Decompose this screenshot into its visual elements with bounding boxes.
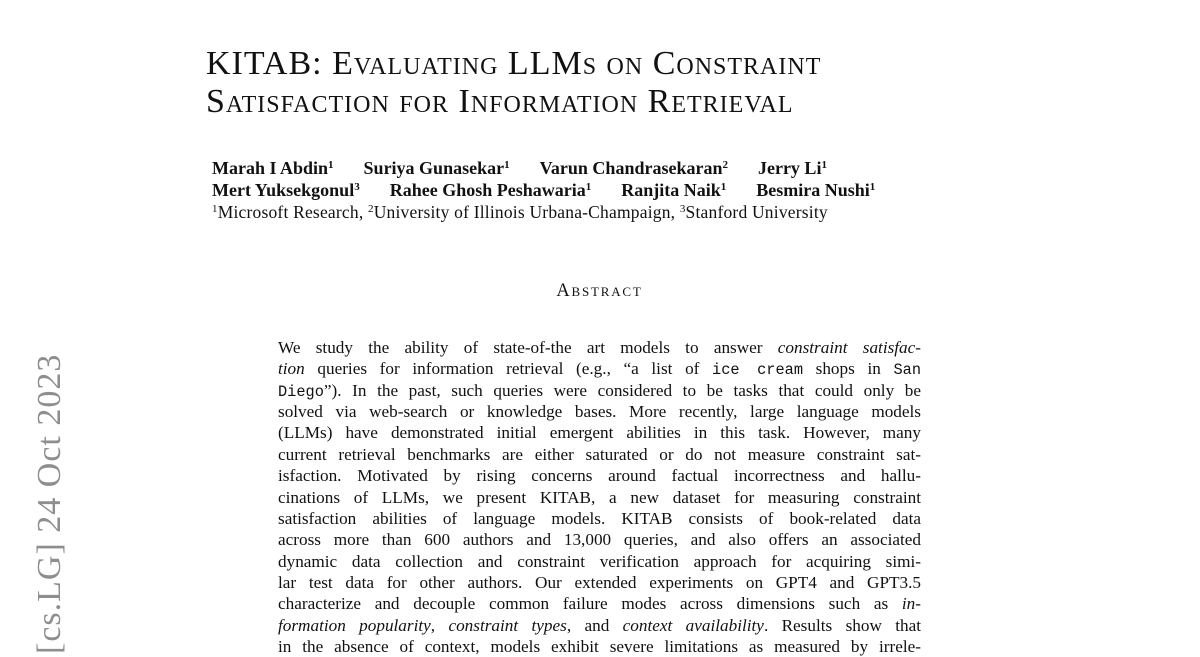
- author-name: Marah I Abdin$^1$: [212, 158, 334, 178]
- abstract-line: satisfaction abilities of language models. KITAB consists of book-related data: [278, 508, 921, 528]
- abstract-line: across more than 600 authors and 13,000 queries, and also offers an associated: [278, 530, 921, 550]
- author-name: Mert Yuksekgonul$^3$: [212, 180, 360, 200]
- author-affiliation-sup: 1: [585, 181, 592, 193]
- arxiv-stamp: [cs.LG] 24 Oct 2023: [31, 353, 68, 654]
- abstract-line: Diego”). In the past, such queries were considered to be tasks that could only be: [278, 380, 921, 401]
- author-affiliation-sup: 1: [720, 181, 727, 193]
- abstract-body: [278, 337, 921, 657]
- author-affiliation-sup: 1: [328, 159, 334, 171]
- affiliation-sup: 1: [212, 203, 218, 215]
- paper-title: [206, 45, 821, 121]
- author-name: Rahee Ghosh Peshawaria$^1$: [389, 180, 592, 200]
- author-affiliation-sup: 2: [722, 159, 728, 171]
- title-line-2: Satisfaction for Information Retrieval: [206, 83, 794, 120]
- title-line-1: KITAB: Evaluating LLMs on Constraint: [206, 45, 822, 82]
- author-name: Suriya Gunasekar$^1$: [363, 158, 510, 178]
- abstract-line: lar test data for other authors. Our extended experiments on GPT4 and GPT3.5: [278, 572, 921, 592]
- abstract-line: tion queries for information retrieval (e.g., “a list of ice cream shops in San: [278, 359, 922, 380]
- author-row-1: [212, 157, 875, 179]
- abstract-line: in the absence of context, models exhibit severe limitations as measured by irrele-: [278, 637, 921, 657]
- author-affiliation-sup: 1: [504, 159, 510, 171]
- abstract-line: cinations of LLMs, we present KITAB, a new dataset for measuring constraint: [278, 487, 921, 507]
- abstract-line: current retrieval benchmarks are either saturated or do not measure constraint sat-: [278, 444, 921, 464]
- abstract-line: characterize and decouple common failure modes across dimensions such as in-: [278, 594, 921, 614]
- abstract-line: isfaction. Motivated by rising concerns around factual incorrectness and hallu-: [278, 466, 921, 486]
- abstract-heading: Abstract: [556, 281, 643, 301]
- author-row-2: [212, 179, 875, 201]
- affiliation-line: $^1$Microsoft Research, $^2$University of Illinois Urbana-Champaign, $^3$Stanford University: [212, 202, 828, 222]
- abstract-line: (LLMs) have demonstrated initial emergent abilities in this task. However, many: [278, 423, 921, 443]
- authors-block: [212, 157, 875, 223]
- abstract-line: dynamic data collection and constraint verification approach for acquiring simi-: [278, 551, 921, 571]
- author-name: Varun Chandrasekaran$^2$: [539, 158, 728, 178]
- author-affiliation-sup: 1: [869, 181, 876, 193]
- author-name: Ranjita Naik$^1$: [621, 180, 727, 200]
- affiliation-sup: 3: [679, 203, 686, 215]
- abstract-line: We study the ability of state-of-the art models to answer constraint satisfac-: [278, 338, 922, 357]
- abstract-line: solved via web-search or knowledge bases. More recently, large language models: [278, 402, 921, 422]
- author-name: Besmira Nushi$^1$: [756, 180, 876, 200]
- author-name: Jerry Li$^1$: [757, 158, 827, 178]
- author-affiliation-sup: 3: [354, 181, 360, 193]
- affiliation-sup: 2: [367, 203, 374, 215]
- author-affiliation-sup: 1: [821, 159, 827, 171]
- abstract-line: formation popularity, constraint types, and context availability. Results show that: [278, 615, 921, 635]
